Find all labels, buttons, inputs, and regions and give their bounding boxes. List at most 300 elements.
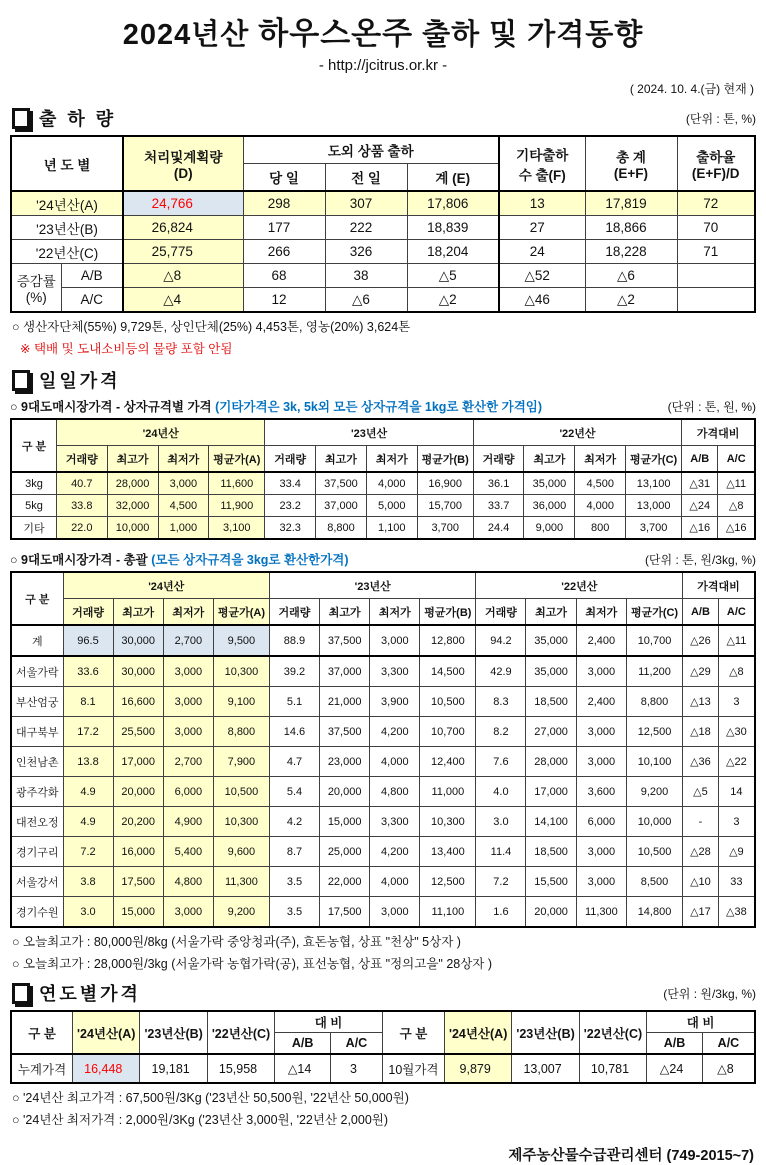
table-row [11,419,755,446]
table-row [11,807,755,837]
col-header-y22: '22년산(C) [207,1011,274,1054]
cell: 3,300 [370,807,420,837]
cell: 15,958 [207,1054,274,1083]
cell: 36,000 [524,495,575,517]
cell: 37,500 [319,625,369,656]
section-yearlyprice-header [10,980,756,1006]
cell: 10,781 [579,1054,646,1083]
cell: 20,200 [113,807,163,837]
cell: 3,100 [209,517,265,540]
col-subheader: 최고가 [524,446,575,473]
cell: 10,300 [213,656,269,687]
cell: 25,000 [319,837,369,867]
col-header-year: 년 도 별 [11,136,123,191]
cell: △10 [683,867,719,897]
cell: 3.0 [63,897,113,928]
cell: 12,500 [626,717,682,747]
cell: 12,800 [420,625,476,656]
col-header-total: 총 계 (E+F) [585,136,677,191]
cell: 21,000 [319,687,369,717]
cell: 5.1 [269,687,319,717]
cell: 12,500 [420,867,476,897]
cell: 3,000 [370,897,420,928]
table-row [11,446,755,473]
cell: 94.2 [476,625,526,656]
box-price-subline [10,397,756,415]
cell: 16,448 [73,1054,140,1083]
cell: 15,700 [417,495,473,517]
cell: 6,000 [576,807,626,837]
cell: 12 [243,288,325,313]
cell: 11,300 [576,897,626,928]
cell: △6 [585,264,677,288]
today-high-3kg-note: ○ 오늘최고가 : 28,000원/3kg (서울가락 농협가락(공), 표선농협, 상표 "정의고을" 28상자 ) [12,957,493,971]
cell: 10,700 [420,717,476,747]
cell-plan: 25,775 [123,240,243,264]
cell: 10,500 [626,837,682,867]
cell: 17,000 [113,747,163,777]
col-group-y24: '24년산 [63,572,269,599]
cell: 33.4 [265,472,316,495]
box-price-unit: (단위 : 톤, 원, %) [667,400,756,414]
col-subheader: 평균가(A) [209,446,265,473]
col-subheader: A/C [718,446,755,473]
cell: 2,400 [576,625,626,656]
cell: △31 [682,472,718,495]
table-row-change-ac [11,288,755,313]
cell: △8 [123,264,243,288]
cell: △5 [683,777,719,807]
cell: 72 [677,191,755,216]
cell: 9,879 [444,1054,511,1083]
table-row [11,1054,755,1083]
page-title [10,8,756,53]
yearly-low-note: ○ '24년산 최저가격 : 2,000원/3Kg ('23년산 3,000원, '22년산 2,000원) [12,1113,389,1127]
cell: 4.2 [269,807,319,837]
cell: 30,000 [113,625,163,656]
cell: 35,000 [524,472,575,495]
col-subheader: 평균가(A) [213,599,269,626]
row-label: '22년산(C) [11,240,123,264]
market-price-subline [10,550,756,568]
cell: 9,000 [524,517,575,540]
col-group-compare: 대 비 [647,1011,755,1033]
cell: 177 [243,216,325,240]
row-sublabel: A/C [61,288,123,313]
row-label-october: 10월가격 [382,1054,444,1083]
cell: 4,000 [366,472,417,495]
cell: △29 [683,656,719,687]
cell: △5 [407,264,499,288]
table-row [11,625,755,656]
table-row [11,747,755,777]
cell: △17 [683,897,719,928]
col-subheader: 거래량 [269,599,319,626]
cell: 4.0 [476,777,526,807]
cell: 16,600 [113,687,163,717]
cell: △2 [407,288,499,313]
cell: 11,200 [626,656,682,687]
cell: 7.6 [476,747,526,777]
cell: 18,228 [585,240,677,264]
cell: 3,000 [163,656,213,687]
cell: 16,900 [417,472,473,495]
cell: 9,200 [626,777,682,807]
cell: 9,100 [213,687,269,717]
col-header-gubun: 구 분 [11,572,63,625]
cell: 39.2 [269,656,319,687]
col-subheader: 평균가(C) [626,599,682,626]
cell: 10,700 [626,625,682,656]
col-group-y23: '23년산 [265,419,473,446]
cell: 3,000 [163,687,213,717]
cell: 10,000 [626,807,682,837]
col-subheader: 평균가(B) [420,599,476,626]
cell: 8,500 [626,867,682,897]
title-suffix: 출하 및 가격동향 [422,19,644,51]
cell: 36.1 [473,472,524,495]
cell: △38 [718,897,755,928]
cell: 222 [325,216,407,240]
cell: 18,866 [585,216,677,240]
cell: △18 [683,717,719,747]
cell: 4,000 [575,495,626,517]
cell: 800 [575,517,626,540]
cell: 7.2 [476,867,526,897]
col-group-export: 도외 상품 출하 [243,136,499,164]
cell: 266 [243,240,325,264]
cell: 6,000 [163,777,213,807]
table-row [11,599,755,626]
cell: 27 [499,216,585,240]
col-subheader: A/B [683,599,719,626]
cell: 17,500 [319,897,369,928]
cell: △4 [123,288,243,313]
cell: 20,000 [526,897,576,928]
cell: 96.5 [63,625,113,656]
cell: 35,000 [526,656,576,687]
market-price-table [10,571,756,928]
cell: 37,500 [319,717,369,747]
cell: 27,000 [526,717,576,747]
cell: 3,000 [158,472,209,495]
cell: 3,000 [163,897,213,928]
row-sublabel: A/B [61,264,123,288]
cell: 1,000 [158,517,209,540]
cell: 33 [718,867,755,897]
cell: 14,800 [626,897,682,928]
cell-plan: 26,824 [123,216,243,240]
cell: 9,500 [213,625,269,656]
table-row-y24 [11,191,755,216]
cell: 4,000 [370,867,420,897]
cell: 11,900 [209,495,265,517]
yearly-high-note: ○ '24년산 최고가격 : 67,500원/3Kg ('23년산 50,500원, '22년산 50,000원) [12,1091,409,1105]
cell: 22,000 [319,867,369,897]
col-subheader: 거래량 [56,446,107,473]
cell: 4,200 [370,717,420,747]
box-price-table-body [11,472,755,539]
cell: △28 [683,837,719,867]
cell [677,264,755,288]
cell: 1,100 [366,517,417,540]
section-square-icon [12,370,30,391]
cell: 14,100 [526,807,576,837]
cell: 4.9 [63,777,113,807]
row-label: 서울강서 [11,867,63,897]
cell: 24.4 [473,517,524,540]
cell: 32.3 [265,517,316,540]
cell: △11 [718,472,755,495]
row-label: 3kg [11,472,56,495]
table-row [11,897,755,928]
cell: 37,000 [316,495,367,517]
cell: 3,000 [370,625,420,656]
issuer-footer: 제주농산물수급관리센터 (749-2015~7) [508,1148,754,1164]
col-subheader: 최고가 [107,446,158,473]
cell: 20,000 [319,777,369,807]
cell: 23,000 [319,747,369,777]
col-group-compare: 가격대비 [683,572,755,599]
cell: 10,100 [626,747,682,777]
box-price-table [10,418,756,540]
col-header-gubun: 구 분 [11,1011,73,1054]
cell: 8.3 [476,687,526,717]
cell: 4,900 [163,807,213,837]
cell: 11,300 [213,867,269,897]
col-header-y23: '23년산(B) [140,1011,207,1054]
cell: 14.6 [269,717,319,747]
cell: 3 [330,1054,382,1083]
col-subheader: 최저가 [158,446,209,473]
title-brand: 하우스온주 [258,16,414,51]
cell: △52 [499,264,585,288]
section-title-dailyprice: 일일가격 [39,371,121,391]
cell: 13 [499,191,585,216]
cell: 37,000 [319,656,369,687]
cell: 15,500 [526,867,576,897]
cell: 28,000 [526,747,576,777]
cell: 3,000 [576,717,626,747]
row-label: 부산엄궁 [11,687,63,717]
col-subheader: A/B [682,446,718,473]
cell: 3,700 [417,517,473,540]
col-header-y22: '22년산(C) [579,1011,646,1054]
col-subheader: 최저가 [366,446,417,473]
market-price-table-body [11,625,755,927]
table-row [11,777,755,807]
cell: 4,800 [163,867,213,897]
cell: 13,007 [512,1054,579,1083]
cell: 13,100 [626,472,682,495]
market-price-unit: (단위 : 톤, 원/3kg, %) [644,553,756,567]
market-price-note: (모든 상자규격을 3kg로 환산한가격) [151,553,349,567]
col-header-plan: 처리및계획량 (D) [123,136,243,191]
cell: 18,204 [407,240,499,264]
row-label: '23년산(B) [11,216,123,240]
table-row-y22 [11,240,755,264]
col-subheader: 거래량 [265,446,316,473]
cell: 3.8 [63,867,113,897]
cell: 8.2 [476,717,526,747]
cell: 5,000 [366,495,417,517]
col-subheader: 최저가 [576,599,626,626]
cell: △36 [683,747,719,777]
table-row [11,837,755,867]
section-square-icon [12,108,30,129]
cell: 10,500 [420,687,476,717]
cell: 28,000 [107,472,158,495]
cell: 4.7 [269,747,319,777]
cell: 14,500 [420,656,476,687]
cell: 3.5 [269,897,319,928]
cell: 16,000 [113,837,163,867]
cell: 7,900 [213,747,269,777]
cell: 24 [499,240,585,264]
col-group-compare: 가격대비 [682,419,755,446]
cell: 70 [677,216,755,240]
col-header-ab: A/B [275,1033,331,1055]
box-price-note: (기타가격은 3k, 5k외 모든 상자규격을 1kg로 환산한 가격임) [215,400,543,414]
cell: 18,500 [526,837,576,867]
yearlyprice-unit: (단위 : 원/3kg, %) [663,986,756,1001]
cell: 4,000 [370,747,420,777]
cell: 326 [325,240,407,264]
cell: 5,400 [163,837,213,867]
title-prefix: 2024년산 [122,19,250,51]
cell: 11,600 [209,472,265,495]
section-shipment-header [10,105,756,131]
cell: 19,181 [140,1054,207,1083]
cell: - [683,807,719,837]
col-header-gubun: 구 분 [382,1011,444,1054]
cell: △14 [275,1054,331,1083]
col-group-y22: '22년산 [476,572,683,599]
cell: 18,500 [526,687,576,717]
cell: 3,600 [576,777,626,807]
row-label-cumulative: 누계가격 [11,1054,73,1083]
cell: 4.9 [63,807,113,837]
table-row [11,1011,755,1033]
col-header-sum: 계 (E) [407,164,499,192]
cell: 5.4 [269,777,319,807]
cell: 35,000 [526,625,576,656]
cell: 40.7 [56,472,107,495]
col-header-ab: A/B [647,1033,703,1055]
cell: 17.2 [63,717,113,747]
row-label: 서울가락 [11,656,63,687]
cell: 17,806 [407,191,499,216]
cell: 13,000 [626,495,682,517]
row-label: 인천남촌 [11,747,63,777]
table-row-change-ab [11,264,755,288]
cell: △8 [718,656,755,687]
as-of-date: ( 2024. 10. 4.(금) 현재 ) [629,82,754,96]
cell-plan: 24,766 [123,191,243,216]
cell: 3,300 [370,656,420,687]
cell: 37,500 [316,472,367,495]
cell: 8.1 [63,687,113,717]
cell: 3,000 [576,837,626,867]
today-high-8kg-note: ○ 오늘최고가 : 80,000원/8kg (서울가락 중앙청과(주), 효돈농협, 상표 "천상" 5상자 ) [12,935,461,949]
cell: △46 [499,288,585,313]
cell: 3,900 [370,687,420,717]
cell: 71 [677,240,755,264]
cell: 33.6 [63,656,113,687]
row-label: 대구북부 [11,717,63,747]
cell: △6 [325,288,407,313]
col-subheader: 거래량 [473,446,524,473]
shipment-note-producers: ○ 생산자단체(55%) 9,729톤, 상인단체(25%) 4,453톤, 영농(20%) 3,624톤 [12,320,411,334]
cell: 4,200 [370,837,420,867]
cell: △26 [683,625,719,656]
row-label-change: 증감률 (%) [11,264,61,313]
cell: 3.5 [269,867,319,897]
cell: 3,700 [626,517,682,540]
cell: △13 [683,687,719,717]
col-header-gubun: 구 분 [11,419,56,472]
cell: 14 [718,777,755,807]
row-label: 경기구리 [11,837,63,867]
cell [677,288,755,313]
cell: 17,000 [526,777,576,807]
cell: 3,000 [576,747,626,777]
row-label: 5kg [11,495,56,517]
cell: 2,700 [163,625,213,656]
cell: 30,000 [113,656,163,687]
cell: △16 [718,517,755,540]
col-subheader: 최고가 [316,446,367,473]
cell: 88.9 [269,625,319,656]
cell: 7.2 [63,837,113,867]
cell: 298 [243,191,325,216]
col-header-rate: 출하율 (E+F)/D [677,136,755,191]
col-group-compare: 대 비 [275,1011,383,1033]
cell: 4,500 [575,472,626,495]
cell: △9 [718,837,755,867]
cell: 10,500 [213,777,269,807]
cell: 68 [243,264,325,288]
cell: 13.8 [63,747,113,777]
row-label: 광주각화 [11,777,63,807]
cell: 3.0 [476,807,526,837]
cell: △2 [585,288,677,313]
box-price-label: ○ 9대도매시장가격 - 상자규격별 가격 [10,400,212,414]
col-subheader: 최저가 [575,446,626,473]
cell: △24 [647,1054,703,1083]
cell: 3,000 [163,717,213,747]
table-row [11,572,755,599]
col-header-today: 당 일 [243,164,325,192]
cell: 3,000 [576,656,626,687]
cell: 42.9 [476,656,526,687]
cell: 20,000 [113,777,163,807]
table-row [11,867,755,897]
table-row [11,687,755,717]
cell: 10,300 [420,807,476,837]
cell: 3,000 [576,867,626,897]
cell: 25,500 [113,717,163,747]
col-subheader: 거래량 [63,599,113,626]
row-label: '24년산(A) [11,191,123,216]
cell: 13,400 [420,837,476,867]
cell: 15,000 [319,807,369,837]
col-group-y23: '23년산 [269,572,475,599]
cell: 18,839 [407,216,499,240]
cell: 4,500 [158,495,209,517]
col-group-y22: '22년산 [473,419,681,446]
cell: △22 [718,747,755,777]
